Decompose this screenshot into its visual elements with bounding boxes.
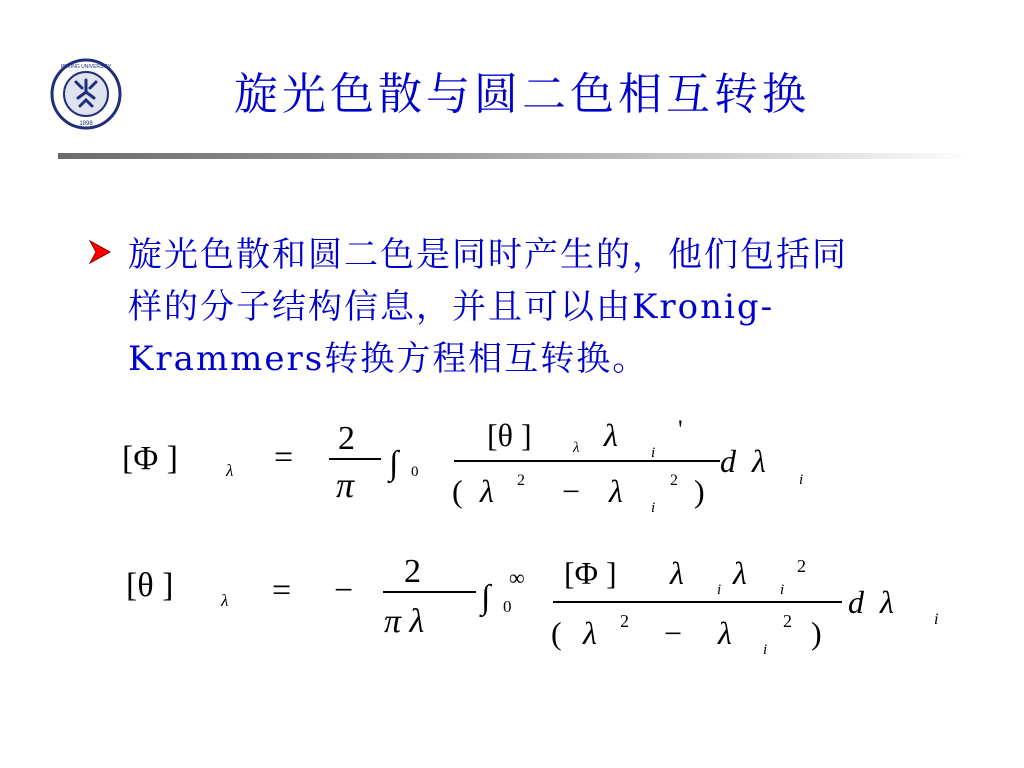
eq1-num-prime: ' bbox=[678, 415, 683, 444]
eq2-den-lambda2: λ bbox=[718, 615, 732, 651]
logo-text: PEKING UNIVERSITY bbox=[60, 64, 112, 70]
eq2-d: d bbox=[848, 584, 864, 620]
eq1-equals: = bbox=[274, 439, 294, 476]
eq1-coef-den: π bbox=[336, 465, 355, 505]
eq1-integral: ∫ bbox=[389, 445, 399, 482]
eq2-d-sub: i bbox=[934, 611, 939, 628]
eq1-d: d bbox=[720, 443, 736, 479]
eq1-den-sq2: 2 bbox=[670, 472, 678, 489]
eq1-lhs-sub: λ bbox=[226, 461, 234, 480]
equation-1 bbox=[122, 415, 803, 516]
eq2-upper-limit: ∞ bbox=[509, 565, 525, 590]
eq2-den-open: ( bbox=[551, 615, 562, 651]
eq2-den-sq: 2 bbox=[620, 611, 629, 631]
eq2-den-close: ) bbox=[811, 615, 822, 651]
eq1-d-sub: i bbox=[799, 472, 804, 488]
bullet-line-3: Krammers转换方程相互转换。 bbox=[128, 339, 649, 379]
eq1-num-lambda-sub: i bbox=[651, 445, 656, 461]
eq1-den-minus: − bbox=[562, 473, 581, 509]
eq1-d-lambda: λ bbox=[752, 443, 766, 479]
equation-2 bbox=[126, 553, 938, 658]
eq2-num-sq: 2 bbox=[797, 556, 806, 576]
eq1-den-lambda2-sub: i bbox=[651, 500, 656, 516]
eq1-den-lambda2: λ bbox=[609, 473, 623, 509]
eq1-lower-limit: 0 bbox=[411, 464, 419, 480]
eq2-den-sq2: 2 bbox=[783, 611, 792, 631]
eq2-num-lambda-sub: i bbox=[717, 582, 722, 598]
eq2-minus: − bbox=[334, 572, 354, 609]
eq2-lhs: [θ ] bbox=[126, 567, 174, 604]
slide-title: 旋光色散与圆二色相互转换 bbox=[234, 69, 810, 120]
eq2-den-lambda2-sub: i bbox=[763, 642, 768, 658]
eq2-num-lambda: λ bbox=[670, 555, 684, 591]
eq2-coef-den: π λ bbox=[384, 603, 425, 640]
eq2-den-lambda: λ bbox=[583, 615, 597, 651]
bullet-line-2: 样的分子结构信息，并且可以由Kronig- bbox=[128, 287, 775, 327]
eq1-den-open: ( bbox=[452, 473, 463, 509]
eq1-num-lambda: λ bbox=[604, 417, 618, 453]
eq2-num-lambda2-sub: i bbox=[780, 582, 785, 598]
eq2-num-bracket: [Φ ] bbox=[564, 555, 617, 591]
eq1-coef-num: 2 bbox=[338, 420, 355, 457]
eq2-lower-limit: 0 bbox=[503, 597, 512, 616]
eq1-num-sub: λ bbox=[573, 440, 580, 456]
eq1-den-sq: 2 bbox=[517, 472, 525, 489]
bullet-line-1: 旋光色散和圆二色是同时产生的，他们包括同 bbox=[128, 235, 848, 275]
eq1-lhs: [Φ ] bbox=[122, 440, 178, 477]
eq1-num-bracket: [θ ] bbox=[487, 417, 532, 453]
logo-year: 1898 bbox=[79, 121, 93, 127]
eq1-den-lambda: λ bbox=[480, 473, 494, 509]
eq2-d-lambda: λ bbox=[880, 584, 894, 620]
eq2-integral: ∫ bbox=[481, 579, 491, 616]
eq2-lhs-sub: λ bbox=[221, 591, 229, 610]
eq2-num-lambda2: λ bbox=[733, 555, 747, 591]
eq2-coef-num: 2 bbox=[404, 553, 421, 590]
eq2-equals: = bbox=[272, 572, 292, 609]
eq2-den-minus: − bbox=[664, 615, 683, 651]
eq1-den-close: ) bbox=[694, 473, 705, 509]
